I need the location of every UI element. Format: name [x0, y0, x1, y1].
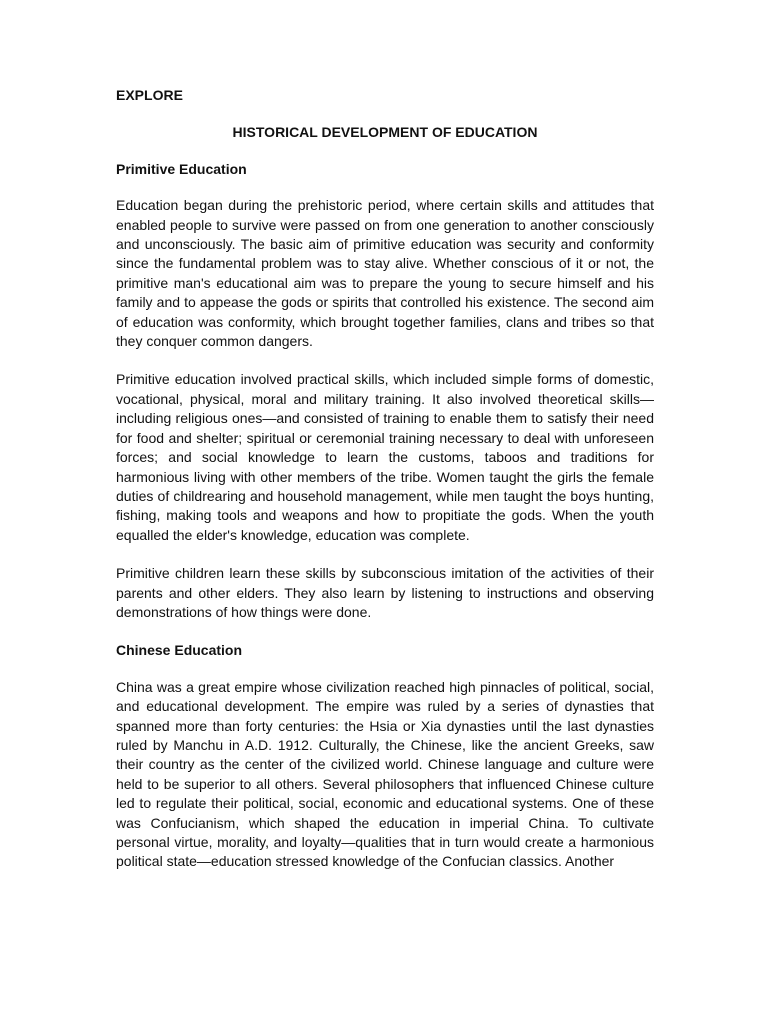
section-heading-chinese: Chinese Education	[116, 642, 243, 659]
paragraph: Primitive children learn these skills by subconscious imitation of the activities of their parents and other elders. They also learn by listening to instructions and observing demonstrations of how things were done.	[116, 565, 654, 620]
paragraph: Primitive education involved practical skills, which included simple forms of domestic, vocational, physical, moral and military training. It also involved theoretical skills—including religious ones—and consisted of training to enable them to satisfy their need for food and shelter; spiritual or ceremonial training necessary to deal with unforeseen forces; and social knowledge to learn the customs, taboos and traditions for harmonious living with other members of the tribe. Women taught the girls the female duties of childrearing and household management, while men taught the boys hunting, fishing, making tools and weapons and how to propitiate the gods. When the youth equalled the elder's knowledge, education was complete.	[116, 371, 654, 543]
paragraph: China was a great empire whose civilization reached high pinnacles of political, social, and educational development. The empire was ruled by a series of dynasties that spanned more than forty centuries: the Hsia or Xia dynasties until the last dynasties ruled by Manchu in A.D. 1912. Culturally, the Chinese, like the ancient Greeks, saw their country as the center of the civilized world. Chinese language and culture were held to be superior to all others. Several philosophers that influenced Chinese culture led to regulate their political, social, economic and educational systems. One of these was Confucianism, which shaped the education in imperial China. To cultivate personal virtue, morality, and loyalty—qualities that in turn would create a harmonious political state—education stressed knowledge of the Confucian classics. Another	[116, 678, 654, 870]
document-title: HISTORICAL DEVELOPMENT OF EDUCATION	[232, 124, 538, 141]
document-page	[116, 86, 654, 891]
paragraph: Education began during the prehistoric period, where certain skills and attitudes that enabled people to survive were passed on from one generation to another consciously and unconsciously. The basic aim of primitive education was security and conformity since the fundamental problem was to stay alive. Whether conscious of it or not, the primitive man's educational aim was to prepare the young to secure himself and his family and to appease the gods or spirits that controlled his existence. The second aim of education was conformity, which brought together families, clans and tribes so that they conquer common dangers.	[116, 197, 654, 350]
section-label: EXPLORE	[116, 87, 183, 103]
section-heading-primitive: Primitive Education	[116, 160, 247, 177]
